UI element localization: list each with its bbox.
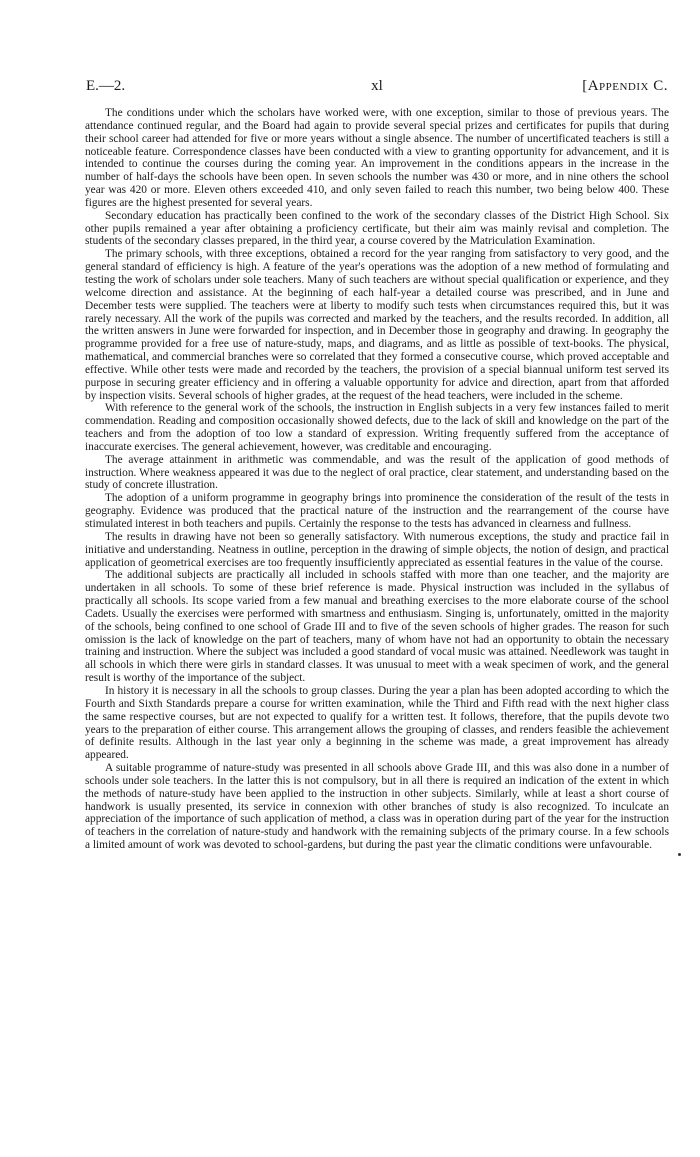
paragraph-drawing: The results in drawing have not been so generally satisfactory. With numerous exceptions, the study and practice fail in initiative and understanding. Neatness in outline, perception in the drawing of simple objects, the notion of design, and practical application of geometrical exercises are too frequently insufficiently appreciated as essential features in the value of the course.	[85, 530, 669, 569]
margin-dot-mark	[678, 853, 681, 856]
body-text	[85, 107, 669, 852]
paragraph-english-subjects: With reference to the general work of the schools, the instruction in English subjects in a very few instances failed to merit commendation. Reading and composition occasionally showed defects, due to the lack of skill and knowledge on the part of the teachers and from the adoption of too low a standard of expression. Writing frequently suffered from the acceptance of inaccurate exercises. The general achievement, however, was creditable and encouraging.	[85, 402, 669, 453]
header-appendix: [Appendix C.	[582, 78, 668, 94]
header-reference: E.—2.	[86, 78, 126, 94]
page-header	[86, 78, 668, 98]
paragraph-additional-subjects: The additional subjects are practically all included in schools staffed with more than one teacher, and the majority are undertaken in all schools. To some of these brief reference is made. Physical instruction was included in the syllabus of practically all schools. Its scope varied from a few manual and breathing exercises to the more elaborate course of the school Cadets. Usually the exercises were performed with smartness and enthusiasm. Singing is, unfortunately, omitted in the majority of the schools, being confined to one school of Grade III and to five of the seven schools of higher grades. The reason for such omission is the lack of knowledge on the part of teachers, many of whom have not had an opportunity to obtain the necessary training and instruction. Where the subject was included a good standard of vocal music was attained. Needlework was taught in all schools in which there were girls in standard classes. It was unusual to meet with a weak specimen of work, and the general result is worthy of the importance of the subject.	[85, 569, 669, 685]
paragraph-primary-schools: The primary schools, with three exceptions, obtained a record for the year ranging from satisfactory to very good, and the general standard of efficiency is high. A feature of the year's operations was the adoption of a new method of formulating and testing the work of scholars under sole teachers. Many of such teachers are without special qualification or experience, and they welcome direction and assistance. At the beginning of each half-year a detailed course was prescribed, and in June and December tests were supplied. The teachers were at liberty to modify such tests when circumstances required this, but it was rarely necessary. All the work of the pupils was corrected and marked by the teachers, and the results recorded. In addition, all the written answers in June were forwarded for inspection, and in December those in geography and drawing. In geography the programme provided for a free use of nature-study, maps, and diagrams, and as little as possible of text-books. The physical, mathematical, and commercial branches were so correlated that they formed a consecutive course, which proved acceptable and effective. While other tests were made and recorded by the teachers, the provision of a special biannual uniform test served its purpose in securing greater efficiency and in offering a valuable opportunity for advice and direction, apart from that afforded by inspection visits. Several schools of higher grades, at the request of the head teachers, were included in the scheme.	[85, 248, 669, 402]
paragraph-nature-study: A suitable programme of nature-study was presented in all schools above Grade III, and this was also done in a number of schools under sole teachers. In the latter this is not compulsory, but in all there is required an indication of the extent in which the methods of nature-study have been applied to the instruction in other subjects. Similarly, while at least a short course of handwork is usually presented, its service in connexion with other branches of study is also recognized. To inculcate an appreciation of the importance of such application of method, a class was in operation during part of the year for the instruction of teachers in the correlation of nature-study and handwork with the remaining subjects of the primary course. In a few schools a limited amount of work was devoted to school-gardens, but during the past year the climatic conditions were unfavourable.	[85, 762, 669, 852]
paragraph-arithmetic: The average attainment in arithmetic was commendable, and was the result of the application of good methods of instruction. Where weakness appeared it was due to the neglect of oral practice, clear statement, and understanding based on the study of concrete illustration.	[85, 453, 669, 492]
paragraph-history: In history it is necessary in all the schools to group classes. During the year a plan has been adopted according to which the Fourth and Sixth Standards prepare a course for written examination, while the Third and Fifth read with the next higher class the same respective courses, but are not expected to qualify for a written test. It follows, therefore, that the pupils devote two years to the preparation of either course. This arrangement allows the grouping of classes, and renders feasible the achievement of definite results. Although in the last year only a beginning in the scheme was made, a great improvement has already appeared.	[85, 684, 669, 762]
paragraph-conditions: The conditions under which the scholars have worked were, with one exception, similar to those of previous years. The attendance continued regular, and the Board had again to provide several special prizes and certificates for pupils that during their school career had attended for five or more years without a single absence. The number of uncertificated teachers is still a noticeable feature. Correspondence classes have been conducted with a view to granting opportunity for advancement, and it is intended to continue the courses during the coming year. An improvement in the conditions appears in the increase in the number of half-days the schools have been open. In seven schools the number was 430 or more, and in nine others the school year was 420 or more. Eleven others exceeded 410, and only seven failed to reach this number, two being below 400. These figures are the highest presented for several years.	[85, 107, 669, 209]
paragraph-secondary-education: Secondary education has practically been confined to the work of the secondary classes of the District High School. Six other pupils remained a year after obtaining a proficiency certificate, but their aim was mainly revisal and completion. The students of the secondary classes prepared, in the third year, a course covered by the Matriculation Examination.	[85, 209, 669, 248]
page-number: xl	[371, 78, 383, 94]
paragraph-geography: The adoption of a uniform programme in geography brings into prominence the consideration of the result of the tests in geography. Evidence was produced that the practical nature of the instruction and the rearrangement of the course have stimulated interest in both teachers and pupils. Certainly the response to the tests has advanced in clearness and fullness.	[85, 492, 669, 530]
